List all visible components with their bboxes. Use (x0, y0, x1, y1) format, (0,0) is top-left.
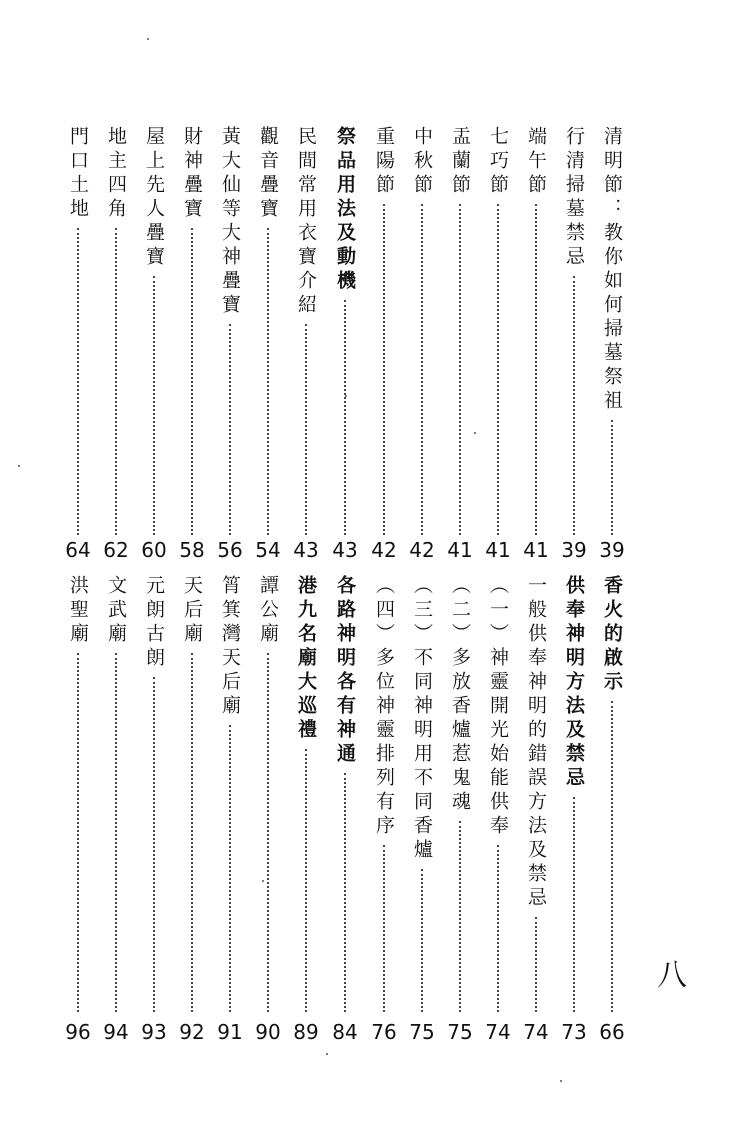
toc-entry[interactable] (99, 126, 133, 562)
entry-title: 財神疊寶 (175, 126, 209, 226)
entry-title: 譚公廟 (251, 575, 285, 651)
toc-entry[interactable] (213, 575, 247, 1044)
entry-page-number: 75 (409, 1020, 435, 1044)
entry-page-number: 43 (293, 538, 319, 562)
toc-entry[interactable] (175, 575, 209, 1044)
entry-title: 文武廟 (99, 575, 133, 651)
toc-entry[interactable] (557, 126, 591, 562)
toc-entry[interactable] (289, 575, 323, 1044)
entry-page-number: 92 (179, 1020, 205, 1044)
page-number: 八 (657, 958, 687, 993)
toc-entry[interactable] (481, 575, 515, 1044)
dot-leader (77, 228, 79, 535)
toc-entry[interactable] (443, 575, 477, 1044)
entry-page-number: 89 (293, 1020, 319, 1044)
toc-entry[interactable] (405, 126, 439, 562)
entry-page-number: 75 (447, 1020, 473, 1044)
scan-speck (345, 395, 347, 397)
scan-speck (18, 465, 20, 467)
toc-entry[interactable] (61, 575, 95, 1044)
toc-entry[interactable] (99, 575, 133, 1044)
toc-entry[interactable] (175, 126, 209, 562)
entry-page-number: 94 (103, 1020, 129, 1044)
scan-speck (474, 432, 476, 434)
entry-page-number: 41 (523, 538, 549, 562)
entry-page-number: 84 (332, 1020, 358, 1044)
entry-page-number: 58 (179, 538, 205, 562)
scan-speck (560, 1080, 562, 1082)
dot-leader (383, 845, 385, 1012)
entry-title: 中秋節 (405, 126, 439, 202)
dot-leader (611, 420, 613, 535)
dot-leader (153, 677, 155, 1012)
entry-page-number: 56 (217, 538, 243, 562)
toc-entry[interactable] (61, 126, 95, 562)
entry-title: 清明節：教你如何掃墓祭祖 (595, 126, 629, 418)
dot-leader (229, 725, 231, 1012)
entry-page-number: 41 (447, 538, 473, 562)
dot-leader (497, 204, 499, 535)
dot-leader (267, 228, 269, 535)
toc-entry[interactable] (367, 575, 401, 1044)
toc-entry[interactable] (137, 575, 171, 1044)
entry-title: 門口土地 (61, 126, 95, 226)
dot-leader (459, 821, 461, 1012)
entry-page-number: 64 (65, 538, 91, 562)
dot-leader (497, 845, 499, 1012)
entry-title: 港九名廟大巡禮 (289, 575, 323, 747)
scan-speck (326, 1053, 328, 1055)
toc-entry[interactable] (519, 575, 553, 1044)
dot-leader (305, 324, 307, 535)
dot-leader (611, 701, 613, 1012)
toc-entry[interactable] (328, 575, 362, 1044)
dot-leader (573, 797, 575, 1012)
toc-entry[interactable] (328, 126, 362, 562)
entry-title: 供奉神明方法及禁忌 (557, 575, 591, 795)
entry-title: 屋上先人疊寶 (137, 126, 171, 274)
entry-title: 元朗古朗 (137, 575, 171, 675)
dot-leader (421, 869, 423, 1012)
entry-title: （四）多位神靈排列有序 (367, 575, 401, 843)
toc-entry[interactable] (405, 575, 439, 1044)
entry-title: 一般供奉神明的錯誤方法及禁忌 (519, 575, 553, 915)
toc-entry[interactable] (595, 575, 629, 1044)
dot-leader (535, 204, 537, 535)
entry-title: 天后廟 (175, 575, 209, 651)
scan-speck (262, 880, 264, 882)
toc-entry[interactable] (481, 126, 515, 562)
toc-entry[interactable] (367, 126, 401, 562)
entry-title: （一）神靈開光始能供奉 (481, 575, 515, 843)
entry-page-number: 93 (141, 1020, 167, 1044)
entry-title: （三）不同神明用不同香爐 (405, 575, 439, 867)
scan-speck (147, 38, 149, 40)
entry-page-number: 76 (371, 1020, 397, 1044)
dot-leader (115, 228, 117, 535)
entry-page-number: 41 (485, 538, 511, 562)
toc-entry[interactable] (251, 575, 285, 1044)
dot-leader (305, 749, 307, 1012)
entry-page-number: 96 (65, 1020, 91, 1044)
entry-title: 各路神明各有神通 (328, 575, 362, 771)
dot-leader (344, 773, 346, 1012)
entry-page-number: 42 (371, 538, 397, 562)
entry-page-number: 73 (561, 1020, 587, 1044)
dot-leader (344, 300, 346, 535)
dot-leader (77, 653, 79, 1012)
dot-leader (153, 276, 155, 535)
entry-page-number: 42 (409, 538, 435, 562)
dot-leader (191, 228, 193, 535)
dot-leader (573, 276, 575, 535)
entry-page-number: 90 (255, 1020, 281, 1044)
entry-title: 七巧節 (481, 126, 515, 202)
entry-title: 民間常用衣寶介紹 (289, 126, 323, 322)
entry-title: 黃大仙等大神疊寶 (213, 126, 247, 322)
toc-entry[interactable] (289, 126, 323, 562)
entry-title: （二）多放香爐惹鬼魂 (443, 575, 477, 819)
toc-entry[interactable] (137, 126, 171, 562)
entry-page-number: 39 (599, 538, 625, 562)
dot-leader (535, 917, 537, 1012)
entry-page-number: 43 (332, 538, 358, 562)
entry-page-number: 39 (561, 538, 587, 562)
toc-entry[interactable] (557, 575, 591, 1044)
entry-title: 盂蘭節 (443, 126, 477, 202)
entry-title: 祭品用法及動機 (328, 126, 362, 298)
entry-page-number: 66 (599, 1020, 625, 1044)
entry-title: 觀音疊寶 (251, 126, 285, 226)
entry-page-number: 62 (103, 538, 129, 562)
entry-title: 端午節 (519, 126, 553, 202)
dot-leader (115, 653, 117, 1012)
toc-entry[interactable] (519, 126, 553, 562)
entry-title: 筲箕灣天后廟 (213, 575, 247, 723)
dot-leader (383, 204, 385, 535)
dot-leader (191, 653, 193, 1012)
entry-title: 行清掃墓禁忌 (557, 126, 591, 274)
toc-entry[interactable] (251, 126, 285, 562)
entry-page-number: 60 (141, 538, 167, 562)
entry-title: 香火的啟示 (595, 575, 629, 699)
entry-title: 洪聖廟 (61, 575, 95, 651)
toc-entry[interactable] (443, 126, 477, 562)
dot-leader (459, 204, 461, 535)
dot-leader (421, 204, 423, 535)
entry-page-number: 74 (523, 1020, 549, 1044)
dot-leader (229, 324, 231, 535)
entry-page-number: 54 (255, 538, 281, 562)
dot-leader (267, 653, 269, 1012)
toc-entry[interactable] (213, 126, 247, 562)
entry-title: 重陽節 (367, 126, 401, 202)
entry-page-number: 74 (485, 1020, 511, 1044)
toc-entry[interactable] (595, 126, 629, 562)
entry-title: 地主四角 (99, 126, 133, 226)
entry-page-number: 91 (217, 1020, 243, 1044)
